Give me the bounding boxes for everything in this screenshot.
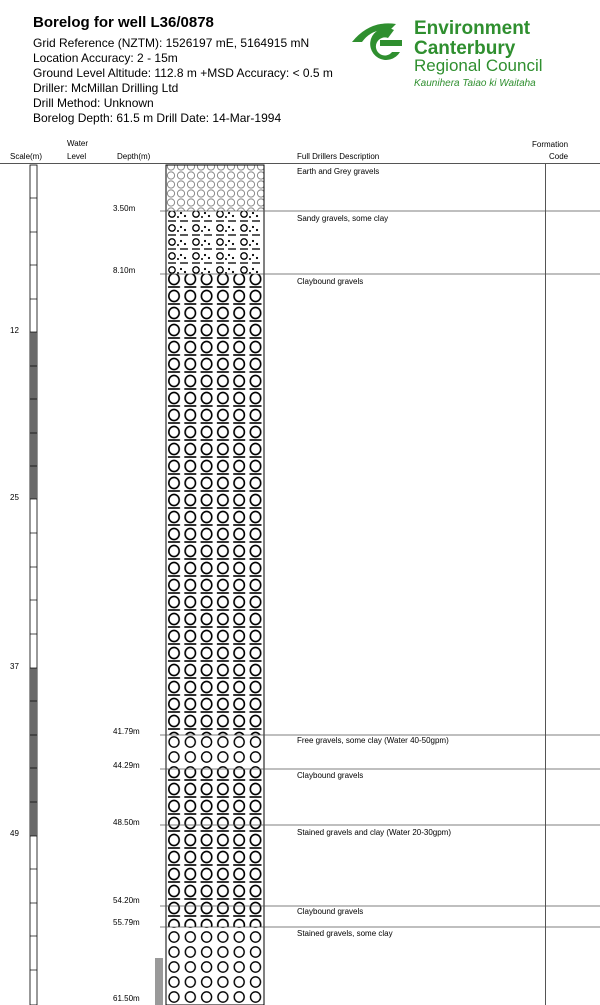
page-title: Borelog for well L36/0878 (33, 14, 214, 31)
layer-depth: 44.29m (113, 761, 140, 770)
layer-depth: 54.20m (113, 896, 140, 905)
scale-label: 37 (10, 662, 19, 671)
layer-description: Stained gravels, some clay (297, 929, 393, 938)
scale-label: 49 (10, 829, 19, 838)
col-depth: Depth(m) (117, 152, 151, 161)
ground-level-altitude: Ground Level Altitude: 112.8 m +MSD Accuracy: < 0.5 m (33, 66, 333, 80)
layer-description: Claybound gravels (297, 907, 364, 916)
layer-description: Claybound gravels (297, 771, 364, 780)
layer-description: Stained gravels and clay (Water 20-30gpm) (297, 828, 451, 837)
scale-label: 12 (10, 326, 19, 335)
driller: Driller: McMillan Drilling Ltd (33, 81, 179, 95)
layer-depth: 3.50m (113, 204, 136, 213)
col-water-2: Level (67, 152, 87, 161)
location-accuracy: Location Accuracy: 2 - 15m (33, 51, 178, 65)
col-formation-2: Code (549, 152, 569, 161)
col-water-1: Water (67, 139, 89, 148)
layer-description: Free gravels, some clay (Water 40-50gpm) (297, 736, 449, 745)
col-description: Full Drillers Description (297, 152, 380, 161)
borelog-depth-date: Borelog Depth: 61.5 m Drill Date: 14-Mar-1994 (33, 111, 282, 125)
layer-description: Earth and Grey gravels (297, 167, 380, 176)
layer-depth: 61.50m (113, 994, 140, 1003)
logo-line-1: Environment (414, 18, 531, 39)
layer-depth: 8.10m (113, 266, 136, 275)
logo-line-3: Regional Council (414, 56, 543, 75)
layer-depth: 48.50m (113, 818, 140, 827)
scale-label: 25 (10, 493, 19, 502)
layer-depth: 55.79m (113, 918, 140, 927)
logo-line-2: Canterbury (414, 38, 516, 59)
col-scale: Scale(m) (10, 152, 43, 161)
layer-depth: 41.79m (113, 727, 140, 736)
layer-description: Claybound gravels (297, 277, 364, 286)
logo-subtitle: Kaunihera Taiao ki Waitaha (414, 78, 536, 89)
drill-method: Drill Method: Unknown (33, 96, 154, 110)
col-formation-1: Formation (532, 140, 569, 149)
layer-description: Sandy gravels, some clay (297, 214, 389, 223)
grid-reference: Grid Reference (NZTM): 1526197 mE, 5164915 mN (33, 36, 310, 50)
